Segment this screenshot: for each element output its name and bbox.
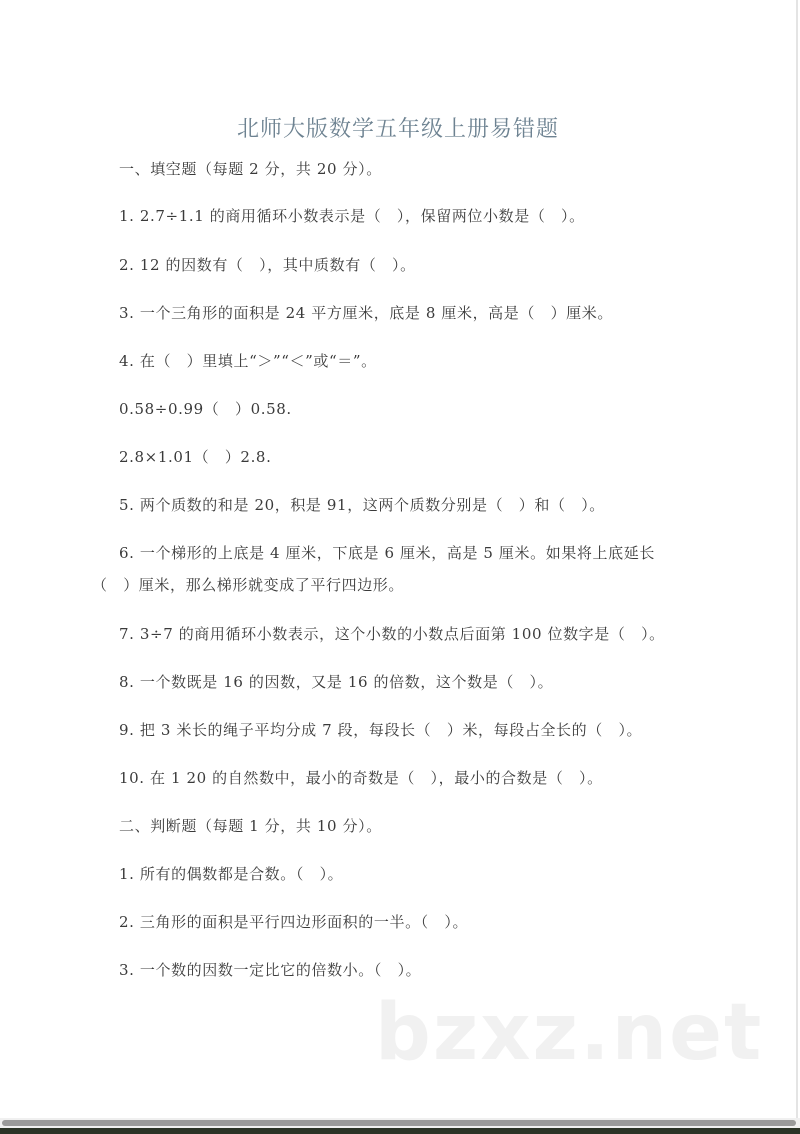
question-line: 9. 把 3 米长的绳子平均分成 7 段，每段长（ ）米，每段占全长的（ ）。: [119, 721, 643, 739]
question-line-continuation: （ ）厘米，那么梯形就变成了平行四边形。: [92, 576, 405, 594]
question-line: 8. 一个数既是 16 的因数，又是 16 的倍数，这个数是（ ）。: [119, 673, 554, 691]
question-line: 1. 所有的偶数都是合数。（ ）。: [119, 865, 344, 883]
section-heading-true-false: 二、判断题（每题 1 分，共 10 分）。: [119, 817, 382, 835]
question-line: 2. 三角形的面积是平行四边形面积的一半。（ ）。: [119, 913, 469, 931]
document-title: 北师大版数学五年级上册易错题: [236, 117, 559, 142]
question-line: 2.8×1.01（ ）2.8.: [119, 448, 272, 466]
horizontal-scrollbar[interactable]: [0, 1118, 800, 1128]
question-line: 3. 一个数的因数一定比它的倍数小。（ ）。: [119, 961, 422, 979]
question-line: 4. 在（ ）里填上“＞”“＜”或“＝”。: [119, 352, 377, 370]
question-line: 5. 两个质数的和是 20，积是 91，这两个质数分别是（ ）和（ ）。: [119, 496, 605, 514]
scrollbar-thumb[interactable]: [2, 1120, 796, 1126]
question-line: 0.58÷0.99（ ）0.58.: [119, 400, 292, 418]
question-line: 6. 一个梯形的上底是 4 厘米，下底是 6 厘米，高是 5 厘米。如果将上底延长: [119, 544, 655, 562]
question-line: 2. 12 的因数有（ ），其中质数有（ ）。: [119, 256, 416, 274]
section-heading-fill-in: 一、填空题（每题 2 分，共 20 分）。: [119, 160, 382, 178]
watermark: bzxz.net: [375, 988, 764, 1078]
bottom-strip: [0, 1128, 800, 1134]
question-line: 10. 在 1 20 的自然数中，最小的奇数是（ ），最小的合数是（ ）。: [119, 769, 603, 787]
question-line: 3. 一个三角形的面积是 24 平方厘米，底是 8 厘米，高是（ ）厘米。: [119, 304, 613, 322]
question-line: 7. 3÷7 的商用循环小数表示，这个小数的小数点后面第 100 位数字是（ ）。: [119, 625, 665, 643]
question-line: 1. 2.7÷1.1 的商用循环小数表示是（ ），保留两位小数是（ ）。: [119, 207, 585, 225]
